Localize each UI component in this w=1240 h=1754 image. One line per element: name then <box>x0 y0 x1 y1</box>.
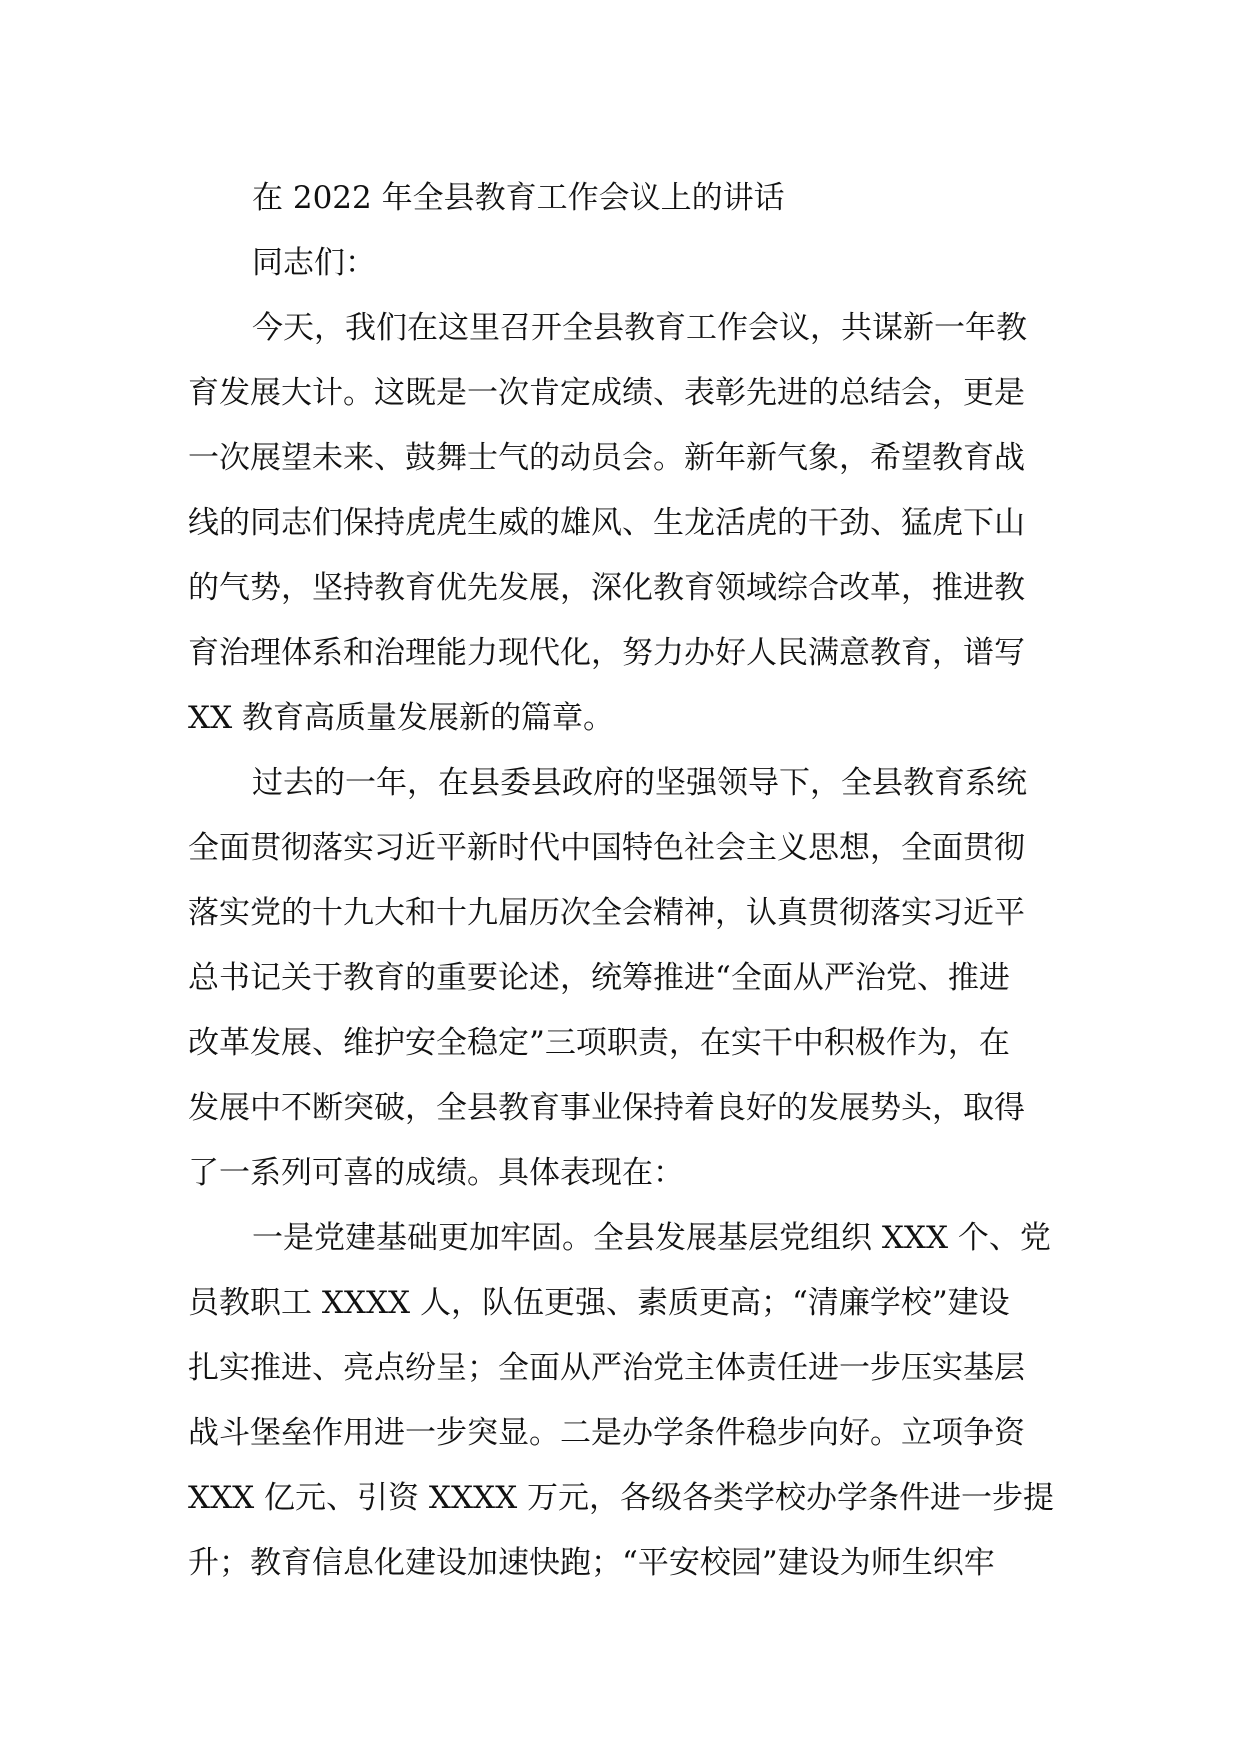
paragraph-line: 育发展大计。这既是一次肯定成绩、表彰先进的总结会，更是 <box>188 375 1025 411</box>
speech-body <box>188 166 1060 1596</box>
paragraph-line: 一次展望未来、鼓舞士气的动员会。新年新气象，希望教育战 <box>188 440 1025 476</box>
paragraph-line: 今天，我们在这里召开全县教育工作会议，共谋新一年教 <box>252 310 1027 346</box>
paragraph-line: XXX 亿元、引资 XXXX 万元，各级各类学校办学条件进一步提 <box>188 1480 1055 1516</box>
paragraph-line: 发展中不断突破，全县教育事业保持着良好的发展势头，取得 <box>188 1090 1025 1126</box>
paragraph-line: 育治理体系和治理能力现代化，努力办好人民满意教育，谱写 <box>188 635 1025 671</box>
paragraph-line: 一是党建基础更加牢固。全县发展基层党组织 XXX 个、党 <box>252 1220 1051 1256</box>
paragraph-line: 扎实推进、亮点纷呈；全面从严治党主体责任进一步压实基层 <box>188 1350 1025 1386</box>
paragraph-line: 了一系列可喜的成绩。具体表现在： <box>188 1155 684 1191</box>
paragraph-line: 落实党的十九大和十九届历次全会精神，认真贯彻落实习近平 <box>188 895 1025 931</box>
paragraph-line: 全面贯彻落实习近平新时代中国特色社会主义思想，全面贯彻 <box>188 830 1025 866</box>
paragraph-line: 升；教育信息化建设加速快跑；“平安校园”建设为师生织牢 <box>188 1545 995 1581</box>
paragraph-line: 战斗堡垒作用进一步突显。二是办学条件稳步向好。立项争资 <box>188 1415 1025 1451</box>
speech-title: 在 2022 年全县教育工作会议上的讲话 <box>252 180 785 216</box>
paragraph-line: 过去的一年，在县委县政府的坚强领导下，全县教育系统 <box>252 765 1027 801</box>
paragraph-line: 线的同志们保持虎虎生威的雄风、生龙活虎的干劲、猛虎下山 <box>188 505 1025 541</box>
salutation: 同志们： <box>252 245 376 281</box>
paragraph-line: 总书记关于教育的重要论述，统筹推进“全面从严治党、推进 <box>188 960 1010 996</box>
paragraph-line: XX 教育高质量发展新的篇章。 <box>188 700 614 736</box>
paragraph-line: 的气势，坚持教育优先发展，深化教育领域综合改革，推进教 <box>188 570 1025 606</box>
paragraph-line: 员教职工 XXXX 人，队伍更强、素质更高；“清廉学校”建设 <box>188 1285 1010 1321</box>
paragraph-line: 改革发展、维护安全稳定”三项职责，在实干中积极作为，在 <box>188 1025 1010 1061</box>
